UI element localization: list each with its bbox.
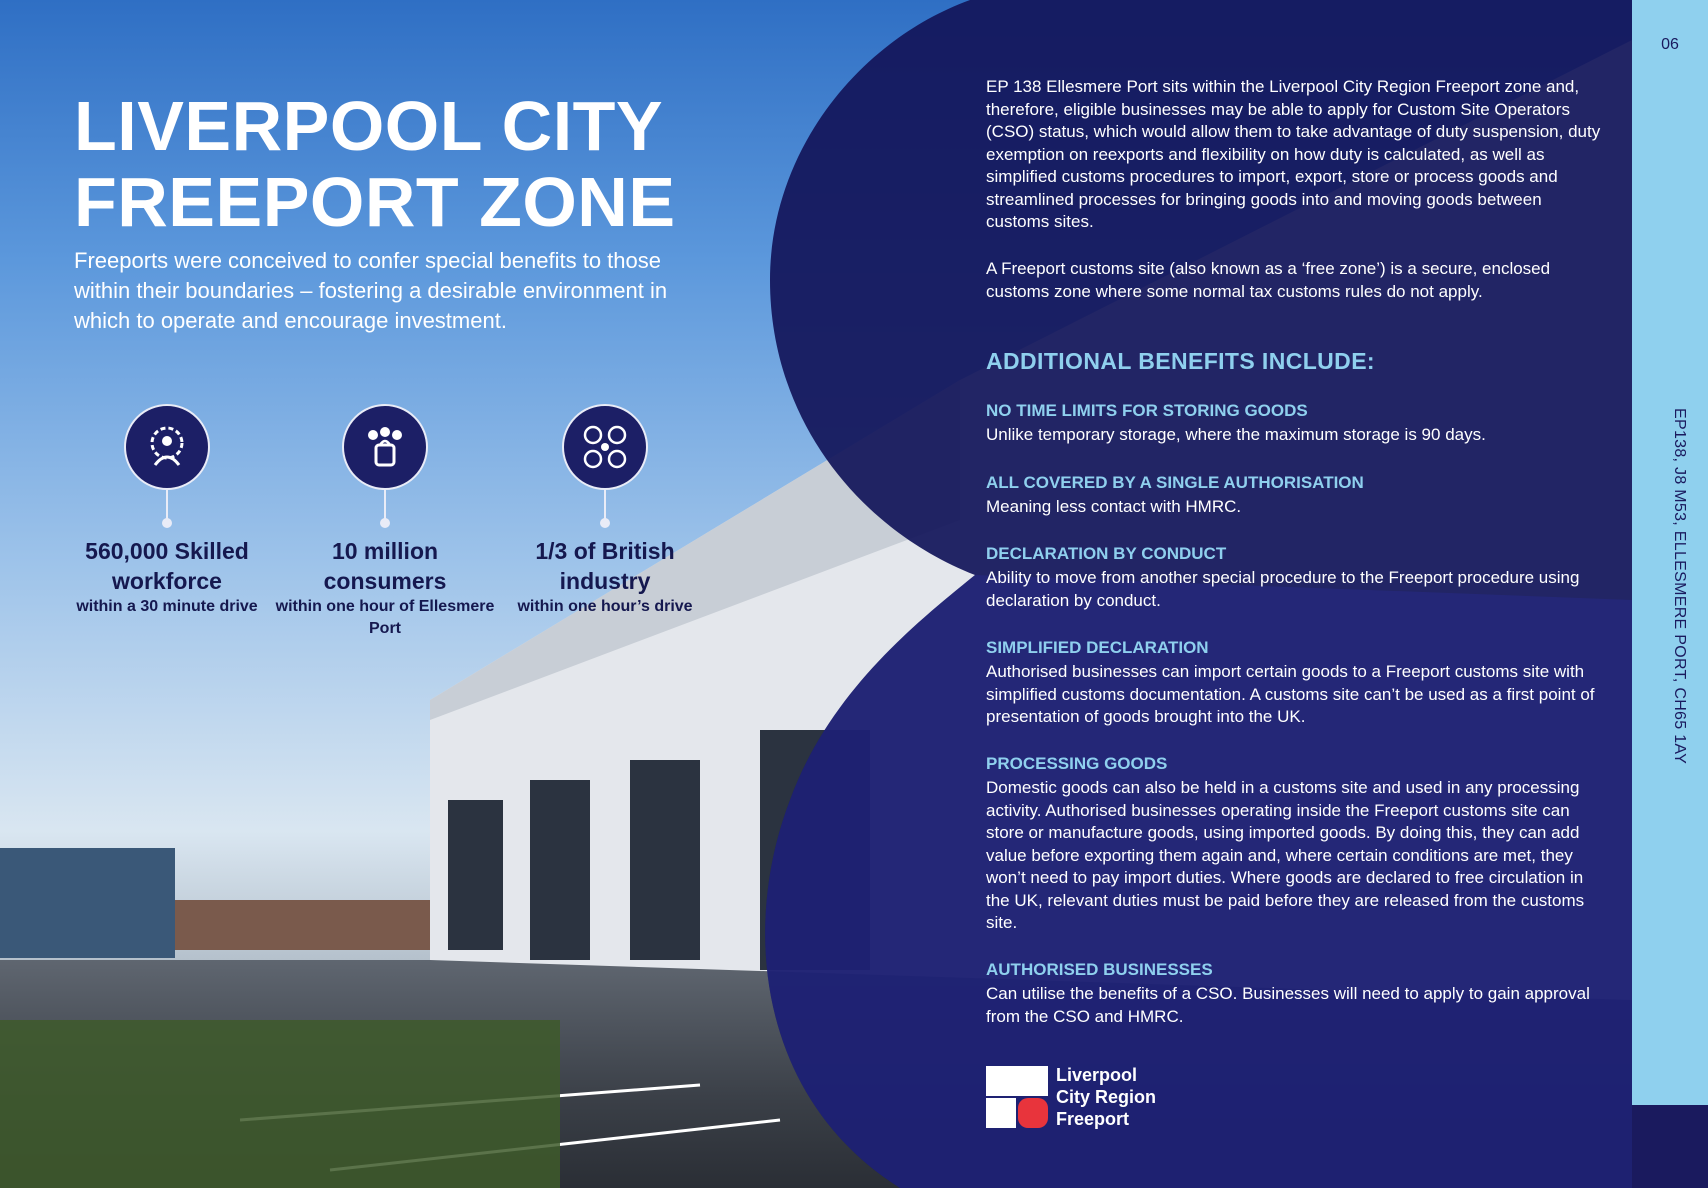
intro-text: Freeports were conceived to confer special benefits to those within their boundaries – fostering a desirable environment in which to operate and encourage investment. — [74, 248, 668, 333]
page-number: 06 — [1661, 36, 1679, 53]
benefits-heading: ADDITIONAL BENEFITS INCLUDE: — [986, 348, 1375, 374]
stat-industry — [490, 404, 720, 618]
sidebar-strip-footer — [1632, 1105, 1708, 1188]
benefit-title: AUTHORISED BUSINESSES — [986, 960, 1213, 979]
benefit-item — [986, 753, 1606, 935]
stat-consumers — [270, 404, 500, 640]
benefit-title: DECLARATION BY CONDUCT — [986, 544, 1227, 563]
industry-icon — [562, 404, 648, 490]
stat-value: 560,000 Skilled workforce — [85, 538, 249, 594]
benefit-item — [986, 543, 1606, 612]
benefit-title: ALL COVERED BY A SINGLE AUTHORISATION — [986, 473, 1364, 492]
stat-sub: within one hour’s drive — [517, 598, 693, 615]
stat-sub: within a 30 minute drive — [76, 598, 258, 615]
benefit-text: Domestic goods can also be held in a customs site and used in any processing activity. Authorised businesses operating inside the Freeport customs site can store or manufacture goods, using imported goods. By doing this, they can add value before exporting them again and, where certain conditions are met, they won’t need to pay import duties. Where goods are declared to free circulation in the UK, relevant duties must be paid before they are released from the customs site. — [986, 778, 1585, 932]
benefit-item — [986, 400, 1606, 447]
benefit-item — [986, 959, 1606, 1028]
intro-paragraph-2: A Freeport customs site (also known as a ‘free zone’) is a secure, enclosed customs zone where some normal tax customs rules do not apply. — [986, 259, 1551, 301]
benefit-title: SIMPLIFIED DECLARATION — [986, 638, 1209, 657]
benefit-item — [986, 637, 1606, 729]
benefit-text: Meaning less contact with HMRC. — [986, 497, 1242, 516]
stat-value: 1/3 of British industry — [535, 538, 675, 594]
benefit-text: Ability to move from another special procedure to the Freeport procedure using declaration by conduct. — [986, 568, 1580, 610]
freeport-logo — [986, 1064, 1156, 1130]
benefit-text: Unlike temporary storage, where the maximum storage is 90 days. — [986, 425, 1486, 444]
freeport-logo-mark-icon — [986, 1066, 1048, 1128]
benefit-title: NO TIME LIMITS FOR STORING GOODS — [986, 401, 1308, 420]
benefit-text: Can utilise the benefits of a CSO. Businesses will need to apply to gain approval from the CSO and HMRC. — [986, 984, 1590, 1026]
benefit-title: PROCESSING GOODS — [986, 754, 1168, 773]
logo-text: Liverpool City Region Freeport — [1056, 1065, 1157, 1129]
page-title — [74, 88, 714, 240]
stat-value: 10 million consumers — [323, 538, 447, 594]
benefit-text: Authorised businesses can import certain goods to a Freeport customs site with simplified customs documentation. A customs site can’t be used as a first point of presentation of goods brought into the UK. — [986, 662, 1595, 726]
site-address: EP138, J8 M53, ELLESMERE PORT, CH65 1AY — [1671, 408, 1688, 765]
stat-sub: within one hour of Ellesmere Port — [275, 598, 495, 637]
intro-paragraph-1: EP 138 Ellesmere Port sits within the Liverpool City Region Freeport zone and, therefore, eligible businesses may be able to apply for Custom Site Operators (CSO) status, which would allow them to take advantage of duty suspension, duty exemption on reexports and flexibility on how duty is calculated, as well as simplified customs procedures to import, export, store or process goods and streamlined processes for bringing goods into and moving goods between customs sites. — [986, 77, 1601, 231]
stat-workforce — [52, 404, 282, 618]
title-line: FREEPORT ZONE — [74, 163, 676, 241]
skilled-workforce-icon — [124, 404, 210, 490]
consumers-icon — [342, 404, 428, 490]
benefit-item — [986, 472, 1606, 519]
title-line: LIVERPOOL CITY — [74, 87, 664, 165]
